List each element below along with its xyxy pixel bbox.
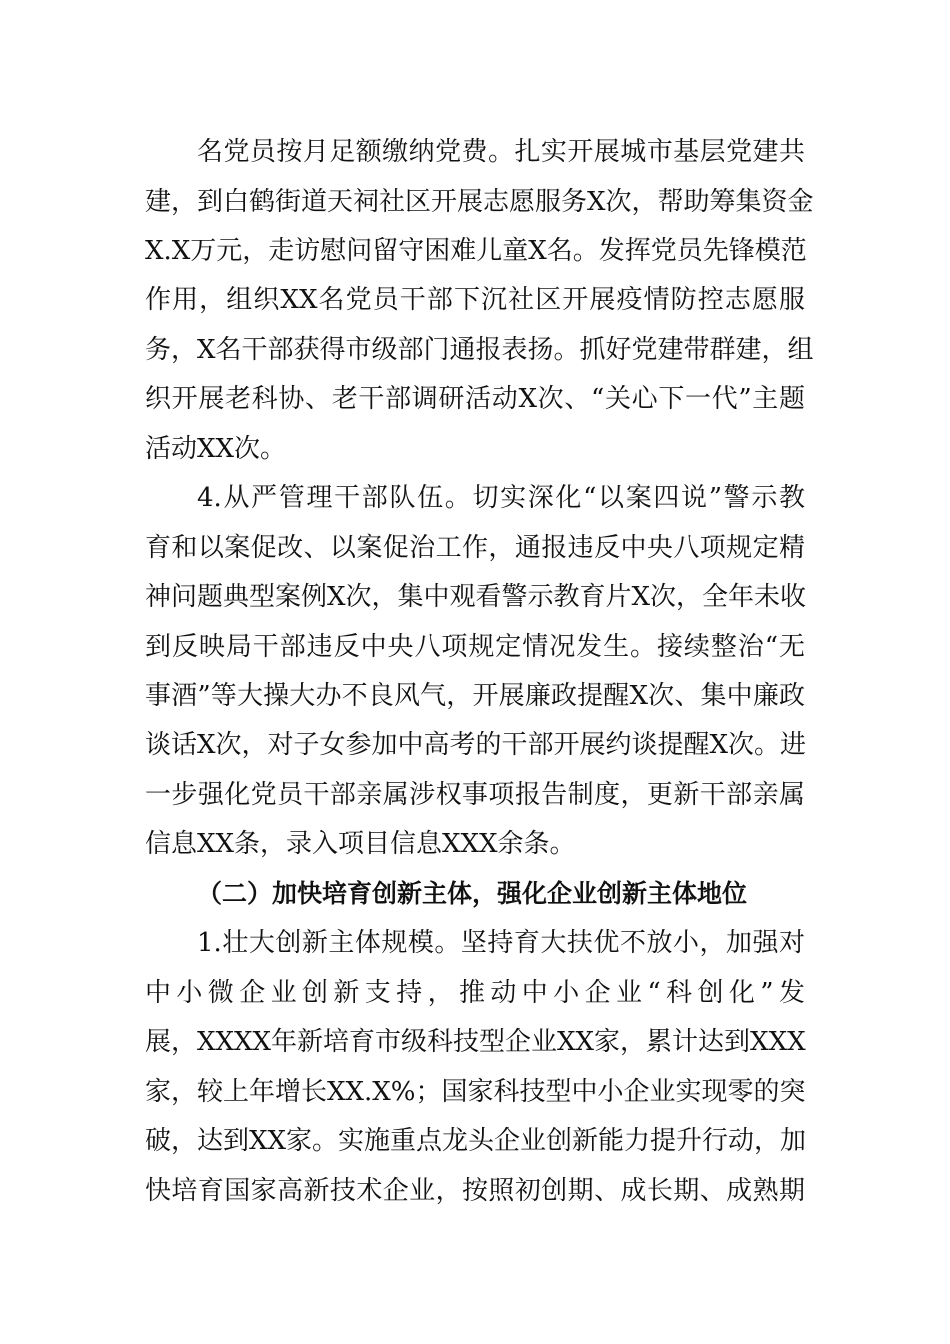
text-line: 一步强化党员干部亲属涉权事项报告制度，更新干部亲属: [145, 780, 805, 810]
text-line: X.X万元，走访慰问留守困难儿童X名。发挥党员先锋模范: [145, 236, 807, 266]
text-line: 展，XXXX年新培育市级科技型企业XX家，累计达到XXX: [145, 1027, 806, 1057]
text-line: 谈话X次，对子女参加中高考的干部开展约谈提醒X次。进: [145, 730, 807, 760]
text-line: 1.壮大创新主体规模。坚持育大扶优不放小，加强对: [197, 928, 805, 958]
text-line: 家，较上年增长XX.X%；国家科技型中小企业实现零的突: [145, 1077, 806, 1107]
text-line: 务，X名干部获得市级部门通报表扬。抓好党建带群建，组: [145, 335, 814, 365]
text-line: 育和以案促改、以案促治工作，通报违反中央八项规定精: [145, 533, 805, 563]
text-line: 快培育国家高新技术企业，按照初创期、成长期、成熟期: [145, 1176, 805, 1206]
text-line: 建，到白鹤街道天祠社区开展志愿服务X次，帮助筹集资金: [145, 187, 814, 217]
text-line: 活动XX次。: [145, 434, 287, 464]
text-line: 事酒”等大操大办不良风气，开展廉政提醒X次、集中廉政: [145, 681, 805, 711]
text-line: 破，达到XX家。实施重点龙头企业创新能力提升行动，加: [145, 1126, 807, 1156]
text-line: 神问题典型案例X次，集中观看警示教育片X次，全年未收: [145, 582, 807, 612]
section-heading: （二）加快培育创新主体，强化企业创新主体地位: [197, 879, 748, 908]
text-line: 织开展老科协、老干部调研活动X次、“关心下一代”主题: [145, 384, 805, 414]
text-line: 作用，组织XX名党员干部下沉社区开展疫情防控志愿服: [145, 285, 805, 315]
text-line: 4.从严管理干部队伍。切实深化“以案四说”警示教: [197, 483, 805, 513]
text-line: 名党员按月足额缴纳党费。扎实开展城市基层党建共: [197, 137, 805, 167]
text-line: 中小微企业创新支持，推动中小企业“科创化”发: [145, 978, 805, 1008]
text-line: 到反映局干部违反中央八项规定情况发生。接续整治“无: [145, 632, 805, 662]
text-line: 信息XX条，录入项目信息XXX余条。: [145, 829, 576, 859]
